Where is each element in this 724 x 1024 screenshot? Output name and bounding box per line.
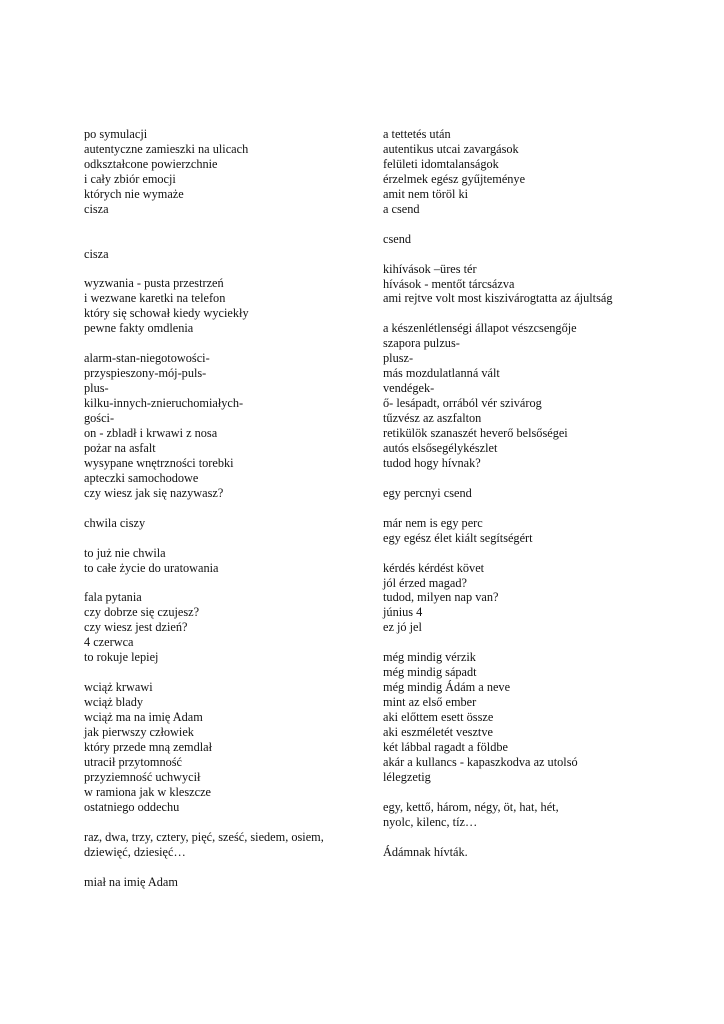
poem-line: már nem is egy perc	[383, 515, 483, 530]
poem-line: kilku-innych-znieruchomiałych-	[84, 396, 244, 411]
poem-line: ami rejtve volt most kiszivárogtatta az ájultság	[383, 291, 613, 306]
blank-line	[383, 635, 683, 650]
poem-line: szapora pulzus-	[383, 336, 460, 351]
hungarian-poem-column	[383, 127, 683, 860]
blank-line	[84, 501, 359, 516]
poem-line: a készenlétlenségi állapot vészcsengője	[383, 321, 577, 336]
poem-line: pewne fakty omdlenia	[84, 321, 194, 336]
poem-line: ez jó jel	[383, 620, 422, 635]
blank-line	[383, 830, 683, 845]
poem-line: po symulacji	[84, 127, 148, 141]
poem-line: még mindig vérzik	[383, 650, 476, 665]
poem-line: a csend	[383, 201, 420, 216]
poem-line: fala pytania	[84, 590, 142, 605]
poem-line: który się schował kiedy wyciekły	[84, 306, 249, 321]
poem-line: apteczki samochodowe	[84, 470, 199, 485]
poem-line: tűzvész az aszfalton	[383, 411, 482, 426]
poem-line: raz, dwa, trzy, cztery, pięć, sześć, siedem, osiem,	[84, 829, 324, 844]
poem-line: wciąż ma na imię Adam	[84, 710, 203, 725]
poem-line: egy percnyi csend	[383, 485, 472, 500]
poem-line: i cały zbiór emocji	[84, 171, 176, 186]
poem-line: czy wiesz jak się nazywasz?	[84, 485, 224, 500]
poem-line: lélegzetig	[383, 769, 431, 784]
poem-line: vendégek-	[383, 381, 435, 396]
poem-line: retikülök szanaszét heverő belsőségei	[383, 426, 568, 441]
poem-line: plus-	[84, 381, 109, 396]
poem-line: 4 czerwca	[84, 635, 134, 650]
poem-line: kérdés kérdést követ	[383, 560, 485, 575]
poem-line: tudod, milyen nap van?	[383, 590, 499, 605]
poem-line: autentikus utcai zavargások	[383, 141, 519, 156]
poem-line: kihívások –üres tér	[383, 261, 477, 276]
blank-line	[84, 217, 359, 232]
poem-line: odkształcone powierzchnie	[84, 156, 218, 171]
poem-line: wciąż blady	[84, 695, 144, 710]
poem-line: i wezwane karetki na telefon	[84, 291, 226, 306]
poem-line: mint az első ember	[383, 695, 477, 710]
poem-line: felületi idomtalanságok	[383, 156, 499, 171]
poem-line: aki eszméletét vesztve	[383, 725, 493, 740]
poem-line: pożar na asfalt	[84, 440, 156, 455]
poem-line: dziewięć, dziesięć…	[84, 844, 186, 859]
blank-line	[84, 576, 359, 591]
poem-line: których nie wymaże	[84, 186, 184, 201]
blank-line	[383, 785, 683, 800]
poem-line: cisza	[84, 246, 109, 261]
poem-line: jak pierwszy człowiek	[84, 725, 194, 739]
poem-line: a tettetés után	[383, 127, 451, 141]
poem-line: csend	[383, 231, 411, 246]
poem-line: miał na imię Adam	[84, 874, 178, 889]
poem-line: czy dobrze się czujesz?	[84, 605, 200, 620]
poem-line: nyolc, kilenc, tíz…	[383, 814, 478, 829]
blank-line	[383, 471, 683, 486]
poem-line: czy wiesz jest dzień?	[84, 620, 188, 635]
blank-line	[383, 247, 683, 262]
blank-line	[84, 262, 359, 277]
blank-line	[84, 232, 359, 247]
poem-line: tudod hogy hívnak?	[383, 455, 481, 470]
blank-line	[84, 860, 359, 875]
poem-line: még mindig Ádám a neve	[383, 680, 511, 695]
poem-line: chwila ciszy	[84, 515, 146, 530]
poem-line: más mozdulatlanná vált	[383, 366, 500, 381]
blank-line	[383, 217, 683, 232]
poem-line: przyziemność uchwycił	[84, 769, 201, 784]
blank-line	[84, 336, 359, 351]
poem-line: wyzwania - pusta przestrzeń	[84, 276, 224, 291]
poem-line: przyspieszony-mój-puls-	[84, 366, 207, 381]
poem-line: amit nem töröl ki	[383, 186, 469, 201]
poem-line: to rokuje lepiej	[84, 650, 159, 665]
poem-line: egy, kettő, három, négy, öt, hat, hét,	[383, 799, 559, 814]
poem-line: wysypane wnętrzności torebki	[84, 455, 234, 470]
poem-line: aki előttem esett össze	[383, 710, 494, 725]
poem-line: cisza	[84, 201, 109, 216]
poem-line: utracił przytomność	[84, 754, 183, 769]
poem-line: még mindig sápadt	[383, 665, 477, 680]
blank-line	[383, 546, 683, 561]
poem-line: plusz-	[383, 351, 414, 366]
poem-line: autentyczne zamieszki na ulicach	[84, 141, 249, 156]
poem-line: két lábbal ragadt a földbe	[383, 739, 508, 754]
poem-line: alarm-stan-niegotowości-	[84, 351, 210, 366]
poem-line: autós elsősegélykészlet	[383, 440, 498, 455]
poem-line: akár a kullancs - kapaszkodva az utolsó	[383, 754, 578, 769]
poem-line: érzelmek egész gyűjteménye	[383, 171, 526, 186]
poem-line: jól érzed magad?	[383, 575, 467, 590]
blank-line	[84, 665, 359, 680]
poem-line: ostatniego oddechu	[84, 799, 180, 814]
poem-line: gości-	[84, 411, 115, 426]
poem-line: ő- lesápadt, orrából vér szivárog	[383, 396, 542, 411]
blank-line	[84, 815, 359, 830]
poem-line: to już nie chwila	[84, 545, 166, 560]
poem-line: június 4	[383, 605, 423, 620]
poem-line: hívások - mentőt tárcsázva	[383, 276, 515, 291]
poem-line: w ramiona jak w kleszcze	[84, 784, 212, 799]
poem-line: egy egész élet kiált segítségért	[383, 530, 533, 545]
blank-line	[383, 501, 683, 516]
poem-line: to całe życie do uratowania	[84, 560, 219, 575]
poem-line: który przede mną zemdlał	[84, 739, 213, 754]
blank-line	[84, 531, 359, 546]
poem-line: wciąż krwawi	[84, 680, 153, 695]
blank-line	[383, 306, 683, 321]
poem-line: on - zbladł i krwawi z nosa	[84, 426, 218, 440]
poem-line: Ádámnak hívták.	[383, 844, 468, 859]
polish-poem-column	[84, 127, 359, 889]
